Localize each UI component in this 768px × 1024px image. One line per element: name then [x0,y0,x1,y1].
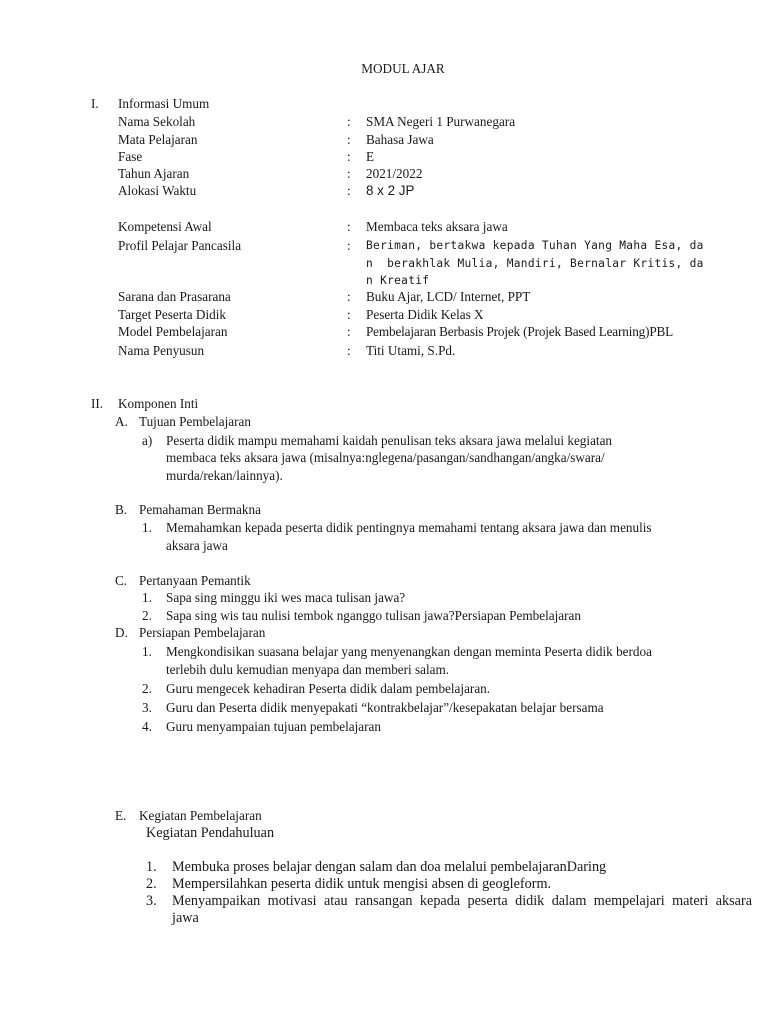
list-marker: 1. [146,859,157,875]
subsection-letter: B. [115,502,128,517]
list-item-line: Memahamkan kepada peserta didik pentingnya memahami tentang aksara jawa dan menulis [166,520,652,535]
list-item-line: murda/rekan/lainnya). [166,468,283,483]
list-item: Guru menyampaian tujuan pembelajaran [166,719,381,734]
list-item: Sapa sing wis tau nulisi tembok nganggo tulisan jawa?Persiapan Pembelajaran [166,608,581,623]
subsection-letter: C. [115,573,128,588]
subsection-letter: E. [115,808,127,823]
info-colon: : [347,289,351,304]
section-number: I. [91,96,99,111]
list-marker: 4. [142,719,152,734]
list-item-line: membaca teks aksara jawa (misalnya:nglegena/pasangan/sandhangan/angka/swara/ [166,450,605,465]
list-marker: 2. [142,681,152,696]
info-colon: : [347,183,351,198]
list-item-line: aksara jawa [166,538,228,553]
list-item-line: Peserta didik mampu memahami kaidah penulisan teks aksara jawa melalui kegiatan [166,433,613,448]
list-marker: 1. [142,590,152,605]
info-label: Kompetensi Awal [118,219,212,234]
subsection-heading: Kegiatan Pembelajaran [139,808,262,823]
info-value-line: n berakhlak Mulia, Mandiri, Bernalar Kritis, da [366,257,704,270]
info-value: Titi Utami, S.Pd. [366,343,456,358]
info-label: Tahun Ajaran [118,166,190,181]
subsection-subheading: Kegiatan Pendahuluan [146,825,275,841]
info-value: Bahasa Jawa [366,132,434,147]
info-label: Alokasi Waktu [118,183,197,198]
list-marker: 1. [142,520,152,535]
info-value: 8 x 2 JP [366,183,415,198]
subsection-letter: A. [115,414,128,429]
info-colon: : [347,343,351,358]
info-value: 2021/2022 [366,166,423,181]
info-label: Target Peserta Didik [118,307,226,322]
info-value: E [366,149,375,164]
info-colon: : [347,132,351,147]
list-marker: 1. [142,644,152,659]
info-label: Fase [118,149,143,164]
section-heading: Komponen Inti [118,396,199,411]
list-item: Membuka proses belajar dengan salam dan doa melalui pembelajaranDaring [172,859,607,875]
info-colon: : [347,166,351,181]
subsection-heading: Persiapan Pembelajaran [139,625,266,640]
info-colon: : [347,149,351,164]
info-label: Nama Sekolah [118,114,196,129]
section-number: II. [91,396,104,411]
info-label: Mata Pelajaran [118,132,198,147]
list-marker: 3. [146,893,157,909]
info-value: Membaca teks aksara jawa [366,219,508,234]
list-item: Menyampaikan motivasi atau ransangan kepada peserta didik dalam mempelajari materi aksara jawa [172,893,752,926]
info-label: Profil Pelajar Pancasila [118,238,242,253]
info-label: Model Pembelajaran [118,324,228,339]
info-value: SMA Negeri 1 Purwanegara [366,114,516,129]
list-item: Sapa sing minggu iki wes maca tulisan jawa? [166,590,406,605]
list-item: Mempersilahkan peserta didik untuk mengisi absen di geogleform. [172,876,552,892]
list-marker: 3. [142,700,152,715]
info-colon: : [347,324,351,339]
info-value: Peserta Didik Kelas X [366,307,484,322]
list-item: Guru mengecek kehadiran Peserta didik dalam pembelajaran. [166,681,491,696]
info-colon: : [347,114,351,129]
list-marker: 2. [146,876,157,892]
list-marker: 2. [142,608,152,623]
list-item-line: terlebih dulu kemudian menyapa dan memberi salam. [166,662,450,677]
list-item-line: Mengkondisikan suasana belajar yang menyenangkan dengan meminta Peserta didik berdoa [166,644,652,659]
info-value: Pembelajaran Berbasis Projek (Projek Based Learning)PBL [366,324,674,339]
info-value: Buku Ajar, LCD/ Internet, PPT [366,289,531,304]
info-label: Sarana dan Prasarana [118,289,231,304]
subsection-letter: D. [115,625,128,640]
info-colon: : [347,238,351,253]
list-marker: a) [142,433,153,448]
subsection-heading: Pertanyaan Pemantik [139,573,251,588]
subsection-heading: Pemahaman Bermakna [139,502,261,517]
info-value-line: n Kreatif [366,274,430,287]
info-label: Nama Penyusun [118,343,205,358]
document-title: MODUL AJAR [361,61,445,76]
section-heading: Informasi Umum [118,96,210,111]
subsection-heading: Tujuan Pembelajaran [139,414,251,429]
info-colon: : [347,307,351,322]
info-value-line: Beriman, bertakwa kepada Tuhan Yang Maha Esa, da [366,239,704,252]
list-item: Guru dan Peserta didik menyepakati “kontrakbelajar”/kesepakatan belajar bersama [166,700,604,715]
info-colon: : [347,219,351,234]
